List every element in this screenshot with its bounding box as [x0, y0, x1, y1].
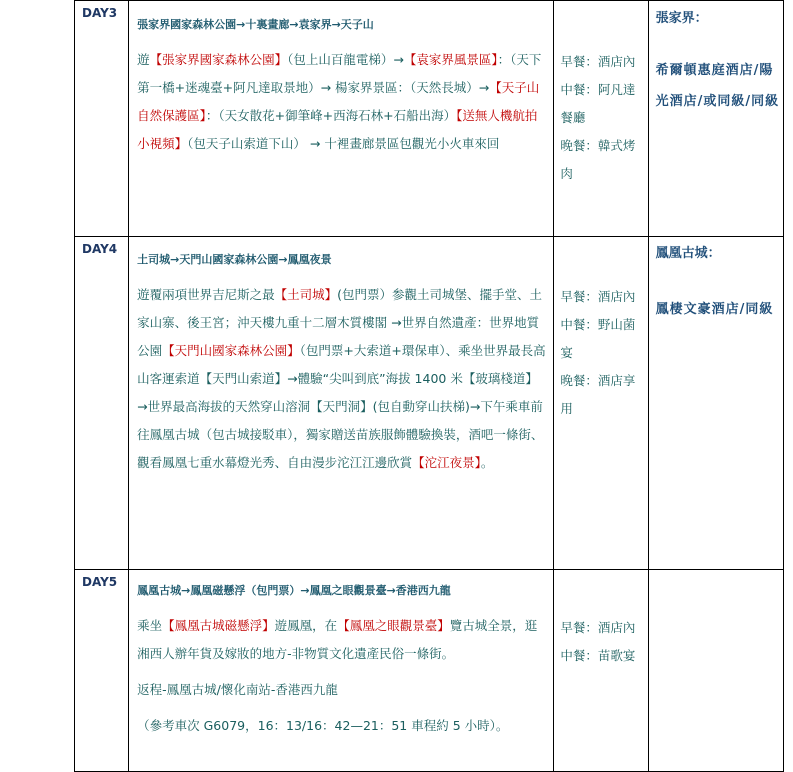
hotel-city: 鳳凰古城：: [655, 246, 721, 261]
highlight-attraction: 【鳳凰古城磁懸浮】: [162, 618, 275, 633]
highlight-attraction: 【袁家界風景區】: [403, 52, 498, 67]
highlight-attraction: 【天門山國家森林公園】: [162, 343, 300, 358]
desc-text: 。: [480, 455, 494, 470]
meal-dinner: 晚餐：酒店享用: [560, 373, 636, 416]
hotel-cell: [648, 570, 783, 772]
desc-text: 遊覆兩項世界吉尼斯之最: [137, 287, 275, 302]
desc-text: (包門票）参觀土司城堡、擺手堂、土家山寨、後王宮；沖天樓九重十二層木質樓閣 →世界自然遺產：世界地質公園: [137, 287, 543, 358]
hotel-name: 鳳棲文豪酒店/同級: [655, 302, 774, 317]
desc-text: 乘坐: [137, 618, 163, 633]
meal-lunch: 中餐：野山菌宴: [560, 317, 636, 360]
return-route: 返程-鳳凰古城/懷化南站-香港西九龍: [137, 682, 338, 697]
highlight-attraction: 【鳳凰之眼觀景臺】: [337, 618, 450, 633]
highlight-attraction: 【送無人機航拍小視頻】: [137, 108, 538, 151]
day-label: DAY3: [82, 6, 118, 20]
desc-text: 遊: [137, 52, 150, 67]
day-description: [129, 32, 553, 158]
route-title: 鳳凰古城→鳳凰磁懸浮（包門票）→鳳凰之眼觀景臺→香港西九龍: [137, 584, 451, 597]
hotel-cell: [648, 237, 783, 570]
day-description: [129, 598, 553, 740]
hotel-city: 張家界：: [655, 11, 708, 26]
day-label: DAY4: [82, 242, 118, 256]
train-reference: （參考車次 G6079，16：13/16：42—21：51 車程約 5 小時）。: [137, 718, 509, 733]
meal-cell: [554, 570, 648, 772]
desc-text: （包天子山索道下山） → 十裡畫廊景區包觀光小火車來回: [187, 136, 500, 151]
desc-paragraph: [137, 612, 547, 668]
route-title: 土司城→天門山國家森林公園→鳳凰夜景: [137, 253, 332, 266]
meal-list: [554, 1, 647, 188]
desc-text: 覽古城全景，逛湘西人辦年貨及嫁妝的地方-非物質文化遺產民俗一條街。: [137, 618, 538, 661]
meal-breakfast: 早餐：酒店內: [560, 620, 636, 635]
hotel-info: [649, 237, 783, 325]
meal-breakfast: 早餐：酒店內: [560, 289, 636, 304]
day-row-3: [75, 1, 784, 237]
meal-lunch: 中餐：阿凡達餐廳: [560, 82, 636, 125]
desc-text: （包上山百龍電梯）→: [287, 52, 404, 67]
meal-cell: [554, 237, 648, 570]
highlight-attraction: 【天子山自然保護區】: [137, 80, 540, 123]
meal-dinner: 晚餐：韓式烤肉: [560, 138, 636, 181]
highlight-attraction: 【沱江夜景】: [412, 455, 481, 470]
day-row-5: [75, 570, 784, 772]
desc-paragraph: [137, 46, 547, 158]
day-row-4: [75, 237, 784, 570]
desc-text: 遊鳳凰，在: [274, 618, 338, 633]
meal-list: [554, 237, 647, 423]
desc-paragraph: [137, 281, 547, 477]
day-cell: [75, 1, 129, 237]
itinerary-cell: [129, 237, 554, 570]
itinerary-cell: [129, 1, 554, 237]
meal-lunch: 中餐：苗歌宴: [560, 648, 636, 663]
hotel-cell: [648, 1, 783, 237]
highlight-attraction: 【張家界國家森林公園】: [149, 52, 288, 67]
desc-text: ：（天下第一橋+迷魂臺+阿凡達取景地）→ 楊家界景區：（天然長城）→: [137, 52, 542, 95]
day-cell: [75, 237, 129, 570]
itinerary-table: [74, 0, 784, 772]
meal-list: [554, 570, 647, 670]
hotel-info: [649, 1, 783, 117]
desc-text: （包門票+大索道+環保車）、乘坐世界最長高山客運索道【天門山索道】→體驗“尖叫到底”海拔 1400 米【玻璃棧道】→世界最高海拔的天然穿山溶洞【天門洞】(包自動穿山扶梯)→下午乘車前往鳳凰古城（包古城接駁車），獨家贈送苗族服飾體驗換裝，酒吧一條街、觀看鳳凰七重水幕燈光秀、自由漫步沱江江邊欣賞: [137, 343, 546, 470]
highlight-attraction: 【土司城】: [274, 287, 338, 302]
day-label: DAY5: [82, 575, 118, 589]
route-title: 張家界國家森林公園→十裏畫廊→袁家界→天子山: [137, 18, 374, 31]
meal-breakfast: 早餐：酒店內: [560, 54, 636, 69]
hotel-name: 希爾頓惠庭酒店/陽光酒店/或同級/同級: [655, 63, 780, 109]
itinerary-cell: [129, 570, 554, 772]
day-cell: [75, 570, 129, 772]
desc-text: ：（天女散花+御筆峰+西海石林+石船出海）: [205, 108, 457, 123]
meal-cell: [554, 1, 648, 237]
day-description: [129, 267, 553, 477]
